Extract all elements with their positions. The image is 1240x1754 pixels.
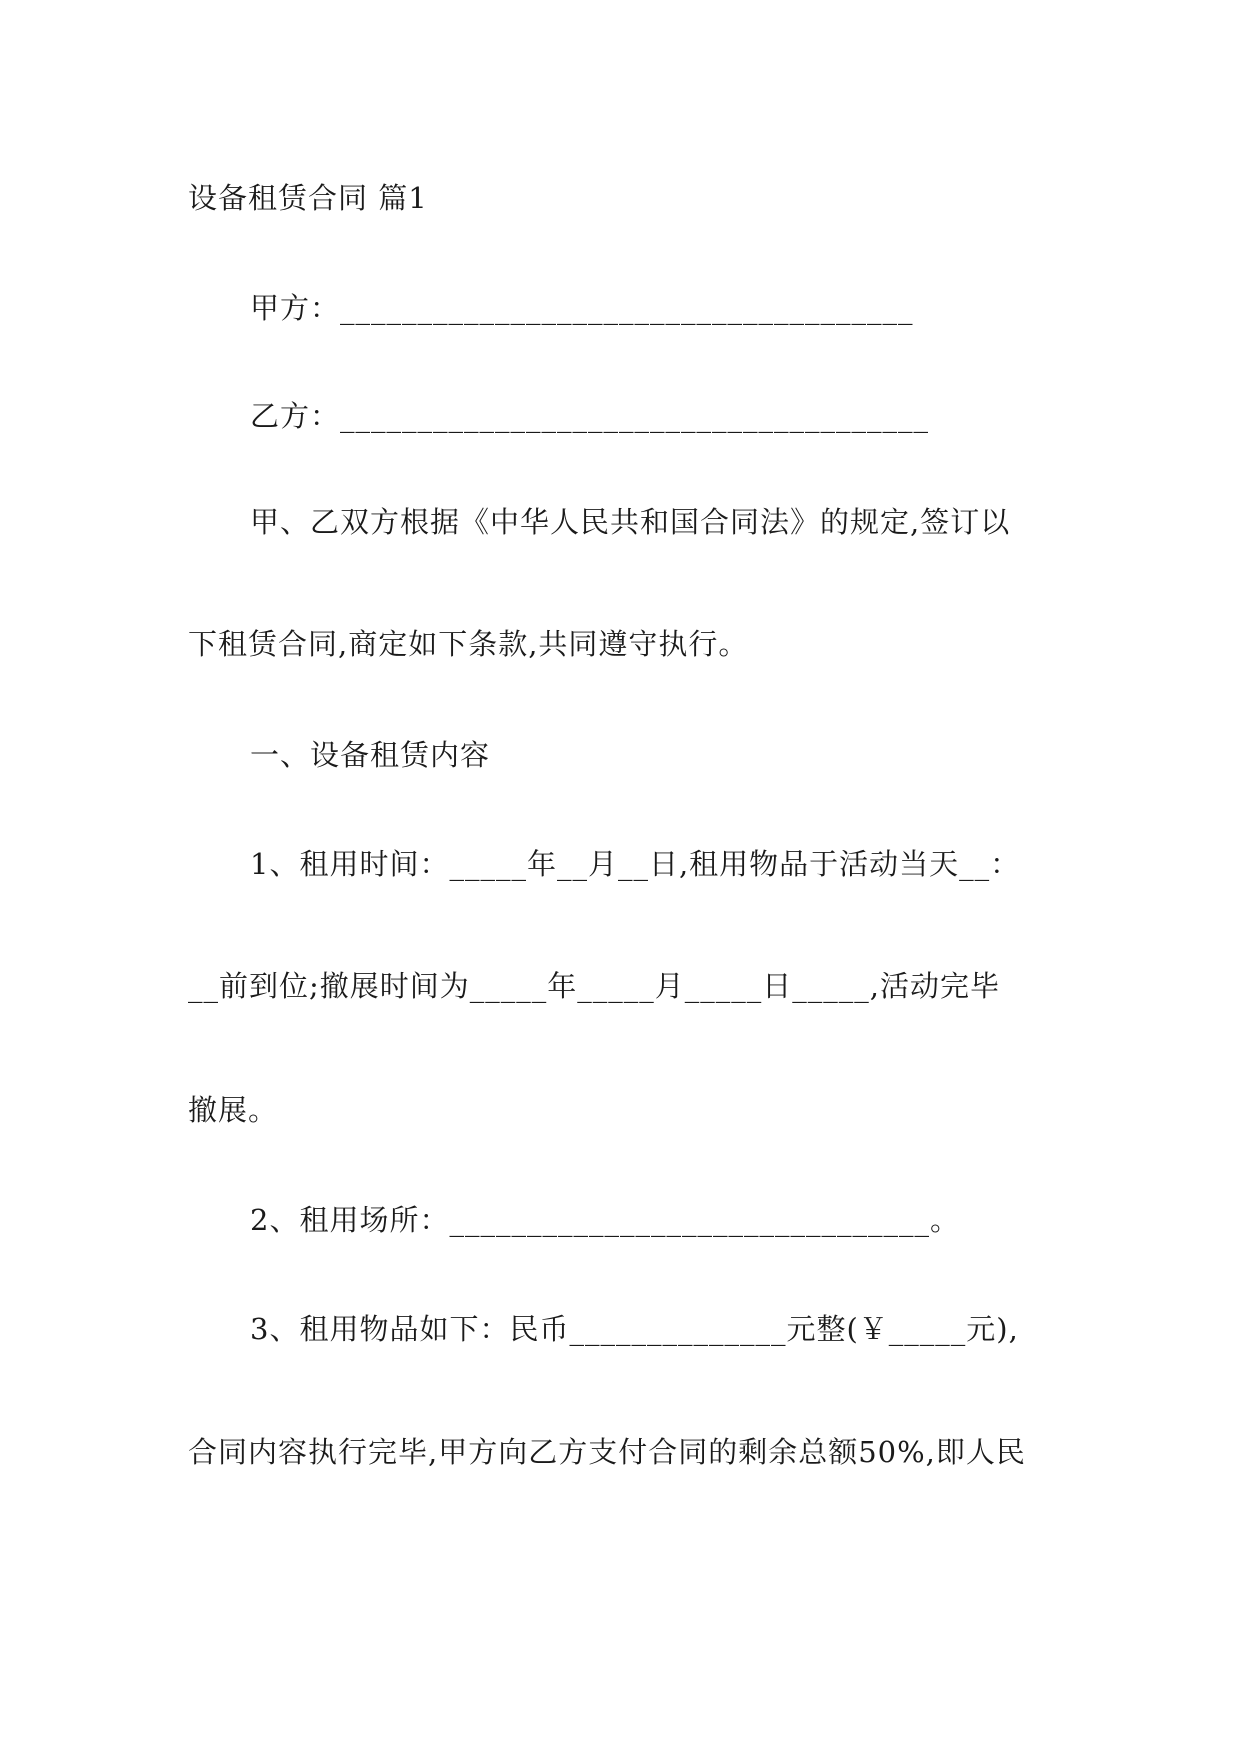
party-b-field: 乙方：______________________________________ bbox=[250, 399, 930, 433]
party-a-field: 甲方：_____________________________________ bbox=[250, 291, 914, 325]
item-1-line-1: 1、租用时间：_____年__月__日,租用物品于活动当天__： bbox=[250, 847, 1021, 881]
document-title: 设备租赁合同 篇1 bbox=[188, 181, 428, 215]
intro-paragraph-line-2: 下租赁合同,商定如下条款,共同遵守执行。 bbox=[188, 627, 749, 661]
section-1-heading: 一、设备租赁内容 bbox=[250, 738, 491, 772]
item-2: 2、租用场所：_______________________________。 bbox=[250, 1203, 960, 1237]
item-3-line-1: 3、租用物品如下：民币______________元整(￥_____元), bbox=[250, 1312, 1019, 1346]
item-1-line-3: 撤展。 bbox=[188, 1093, 279, 1127]
item-1-line-2: __前到位;撤展时间为_____年_____月_____日_____,活动完毕 bbox=[188, 969, 1000, 1003]
intro-paragraph-line-1: 甲、乙双方根据《中华人民共和国合同法》的规定,签订以 bbox=[250, 505, 1011, 539]
item-3-line-2: 合同内容执行完毕,甲方向乙方支付合同的剩余总额50%,即人民 bbox=[188, 1435, 1026, 1469]
